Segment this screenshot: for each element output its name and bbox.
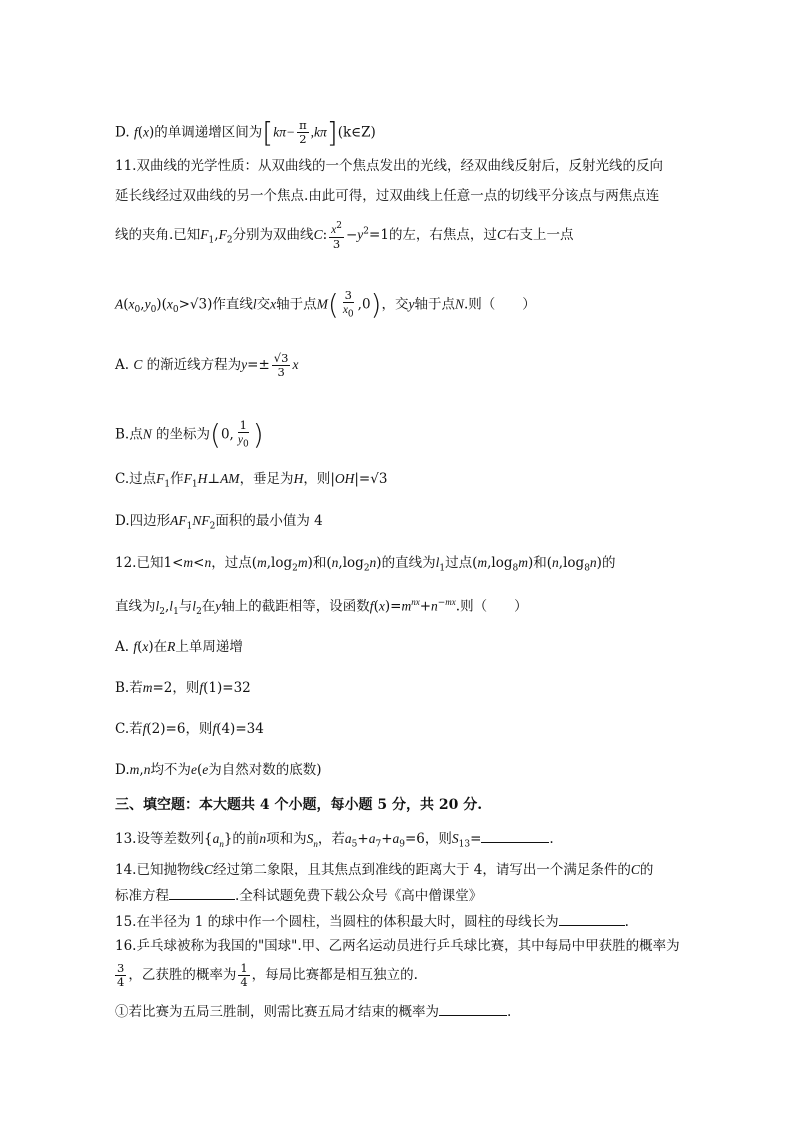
q11-option-b: B.点N 的坐标为(0, $\frac{1}{y_0}$ ) [115, 417, 264, 451]
q16-sub-question-1: ①若比赛为五局三胜制，则需比赛五局才结束的概率为 . [115, 1004, 512, 1020]
q11-line-2: 延长线经过双曲线的另一个焦点.由此可得，过双曲线上任意一点的切线平分该点与两焦点连 [115, 188, 660, 204]
section-heading-fill-in: 三、填空题：本大题共 4 个小题，每小题 5 分，共 20 分. [115, 797, 483, 813]
q14-answer-blank[interactable] [169, 887, 235, 900]
q11-option-d: D.四边形$AF_1NF_2$面积的最小值为 4 [115, 513, 323, 532]
q12-option-b: B.若m=2，则f(1)=32 [115, 680, 251, 696]
q13-answer-blank[interactable] [481, 830, 549, 843]
q12-line-2: 直线为$l_2,l_1$与$l_2$在y轴上的截距相等，设函数$f(x)=m^{nx}+n^{-mx}$.则（ ） [115, 597, 528, 618]
q13-line: 13.设等差数列$\{a_n\}$的前n项和为$S_n$，若$a_5+a_7+a_9=6$，则$S_{13}=$ . [115, 831, 554, 850]
q12-line-1: 12.已知1<m<n，过点$(m,\log_2m)$和$(n,\log_2n)$的直线为$l_1$过点$(m,\log_8m)$和$(n,\log_8n)$的 [115, 555, 616, 574]
q15-line: 15.在半径为 1 的球中作一个圆柱，当圆柱的体积最大时，圆柱的母线长为 . [115, 914, 629, 930]
fraction-3-4: $\frac{3}{4}$ [117, 961, 125, 989]
fraction-1-4: $\frac{1}{4}$ [240, 961, 248, 989]
math-f-x: f [133, 124, 138, 140]
fraction-pi-2: $\frac{\pi}{2}$ [299, 118, 307, 147]
q12-option-a: A. f(x)在R上单周递增 [115, 639, 243, 655]
q14-line-1: 14.已知抛物线C经过第二象限，且其焦点到准线的距离大于 4，请写出一个满足条件的C的 [115, 862, 654, 878]
q10-option-d: D. f(x)的单调递增区间为[kπ− $\frac{\pi}{2}$ ,kπ](k∈Z) [115, 116, 376, 149]
q11-option-c: C.过点$F_1$作$F_1H\perp AM$，垂足为H，则|OH|=√3 [115, 471, 388, 490]
q14-line-2: 标准方程 .全科试题免费下载公众号《高中僧课堂》 [115, 888, 483, 904]
q11-line-3: 线的夹角.已知$F_1,F_2$分别为双曲线C: $\frac{x^2}{3}$ $-y^2=1$的左，右焦点，过C右支上一点 [115, 221, 574, 251]
q12-option-c: C.若f(2)=6，则f(4)=34 [115, 721, 264, 737]
q11-line-1: 11.双曲线的光学性质：从双曲线的一个焦点发出的光线，经双曲线反射后，反射光线的反向 [115, 158, 663, 174]
q16-answer-blank[interactable] [439, 1003, 507, 1016]
q11-option-a: A. C 的渐近线方程为y=± $\frac{√3}{3}$ x [115, 351, 299, 379]
q16-line-2: $\frac{3}{4}$ ，乙获胜的概率为 $\frac{1}{4}$ ，每局比赛都是相互独立的. [117, 961, 418, 989]
q12-option-d: D.m,n均不为e(e为自然对数的底数) [115, 762, 322, 778]
q15-answer-blank[interactable] [559, 913, 625, 926]
q16-line-1: 16.乒乓球被称为我国的"国球".甲、乙两名运动员进行乒乓球比赛，其中每局中甲获胜的概率为 [115, 938, 680, 954]
fraction-x2-3: $\frac{x^2}{3}$ [331, 221, 342, 251]
fraction-3-x0: $\frac{3}{x_0}$ [342, 287, 354, 319]
q11-line-4: $A(x_0,y_0)(x_0>√3)$作直线l交x轴于点M( $\frac{3}{x_0}$ ,0)，交y轴于点N.则（ ） [115, 287, 536, 321]
fraction-1-y0: $\frac{1}{y_0}$ [237, 417, 249, 449]
fraction-sqrt3-3: $\frac{√3}{3}$ [273, 351, 289, 379]
